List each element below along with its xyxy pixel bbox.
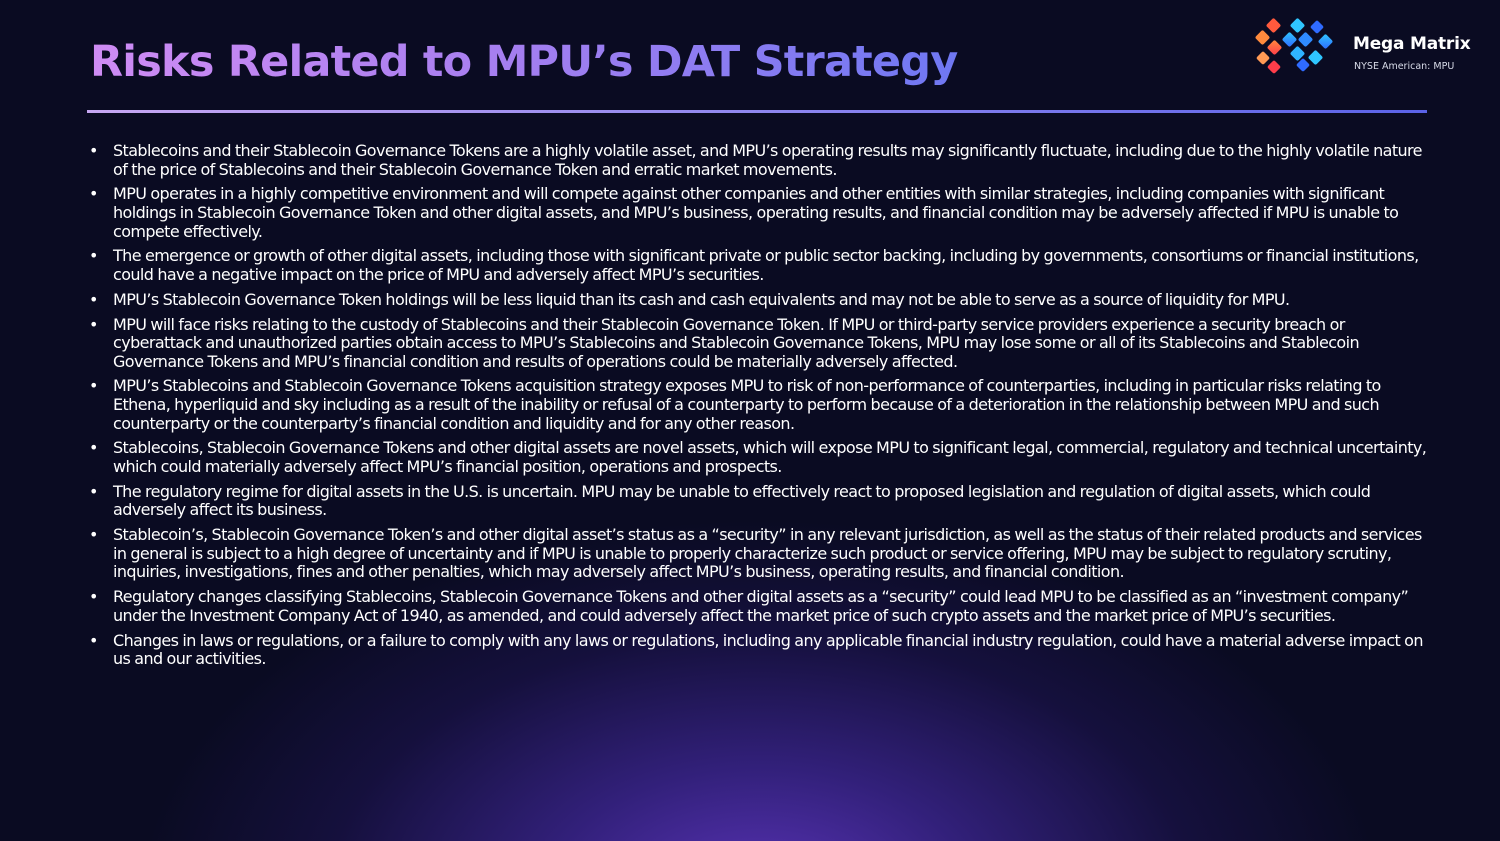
bullet-icon: •	[89, 246, 98, 266]
slide-title: Risks Related to MPU’s DAT Strategy	[90, 34, 958, 90]
risk-list	[87, 142, 1427, 675]
risk-text: The regulatory regime for digital assets in the U.S. is uncertain. MPU may be unable to effectively react to proposed legislation and regulation of digital assets, which could adversely affect its business.	[113, 481, 1371, 520]
bullet-icon: •	[89, 184, 98, 204]
bullet-icon: •	[89, 525, 98, 545]
risk-text: Regulatory changes classifying Stablecoins, Stablecoin Governance Tokens and other digital assets as a “security” could lead MPU to be classified as an “investment company” under the Investment Company Act of 1940, as amended, and could adversely affect the market price of such crypto assets and the market price of MPU’s securities.	[113, 587, 1409, 625]
company-logo	[1254, 18, 1484, 74]
risk-item	[87, 142, 1427, 179]
risk-item	[87, 291, 1427, 310]
risk-item	[87, 247, 1427, 284]
risk-text: Stablecoin’s, Stablecoin Governance Token’s and other digital asset’s status as a “security” in any relevant jurisdiction, as well as the status of their related products and services in general is subject to a high degree of uncertainty and if MPU is unable to properly characterize such product or service offering, MPU may be subject to regulatory scrutiny, inquiries, investigations, fines and other penalties, which may adversely affect MPU’s business, operating results, and financial condition.	[113, 525, 1422, 582]
bullet-icon: •	[89, 289, 98, 309]
title-divider	[87, 110, 1427, 113]
risk-text: Stablecoins, Stablecoin Governance Tokens and other digital assets are novel assets, which will expose MPU to significant legal, commercial, regulatory and technical uncertainty, which could materially adversely affect MPU’s financial position, operations and prospects.	[113, 438, 1427, 477]
bullet-icon: •	[89, 314, 98, 334]
risk-item	[87, 377, 1427, 433]
bullet-icon: •	[89, 630, 98, 650]
risk-text: MPU’s Stablecoins and Stablecoin Governance Tokens acquisition strategy exposes MPU to risk of non-performance of counterparties, including in particular risks relating to Ethena, hyperliquid and sky including as a result of the inability or refusal of a counterparty to perform because of a deterioration in the relationship between MPU and such counterparty or the counterparty’s financial condition and liquidity and for any other reason.	[113, 376, 1381, 433]
risk-item	[87, 185, 1427, 241]
risk-item	[87, 632, 1427, 669]
risk-text: MPU’s Stablecoin Governance Token holdings will be less liquid than its cash and cash equivalents and may not be able to serve as a source of liquidity for MPU.	[113, 289, 1290, 309]
bullet-icon: •	[89, 587, 98, 607]
bullet-icon: •	[89, 141, 98, 160]
risk-text: MPU operates in a highly competitive environment and will compete against other companies and other entities with similar strategies, including companies with significant holdings in Stablecoin Governance Token and other digital assets, and MPU’s business, operating results, and financial condition may be adversely affected if MPU is unable to compete effectively.	[113, 184, 1399, 241]
risk-item	[87, 316, 1427, 372]
risk-text: Stablecoins and their Stablecoin Governance Tokens are a highly volatile asset, and MPU’s operating results may significantly fluctuate, including due to the highly volatile nature of the price of Stablecoins and their Stablecoin Governance Token and erratic market movements.	[113, 141, 1422, 179]
bullet-icon: •	[89, 481, 98, 501]
logo-company-name: Mega Matrix	[1353, 34, 1471, 54]
risk-item	[87, 483, 1427, 520]
risk-item	[87, 439, 1427, 476]
risk-item	[87, 526, 1427, 582]
bullet-icon: •	[89, 376, 98, 396]
risk-text: The emergence or growth of other digital assets, including those with significant private or public sector backing, including by governments, consortiums or financial institutions, could have a negative impact on the price of MPU and adversely affect MPU’s securities.	[113, 246, 1419, 284]
mega-matrix-logo-icon	[1254, 18, 1340, 74]
logo-ticker: NYSE American: MPU	[1354, 61, 1455, 72]
risk-item	[87, 588, 1427, 625]
bullet-icon: •	[89, 438, 98, 458]
risk-text: MPU will face risks relating to the custody of Stablecoins and their Stablecoin Governance Token. If MPU or third-party service providers experience a security breach or cyberattack and unauthorized parties obtain access to MPU’s Stablecoins and Stablecoin Governance Tokens, MPU may lose some or all of its Stablecoins and Stablecoin Governance Tokens and MPU’s financial condition and results of operations could be materially adversely affected.	[113, 314, 1359, 371]
risk-text: Changes in laws or regulations, or a failure to comply with any laws or regulations, including any applicable financial industry regulation, could have a material adverse impact on us and our activities.	[113, 630, 1423, 669]
